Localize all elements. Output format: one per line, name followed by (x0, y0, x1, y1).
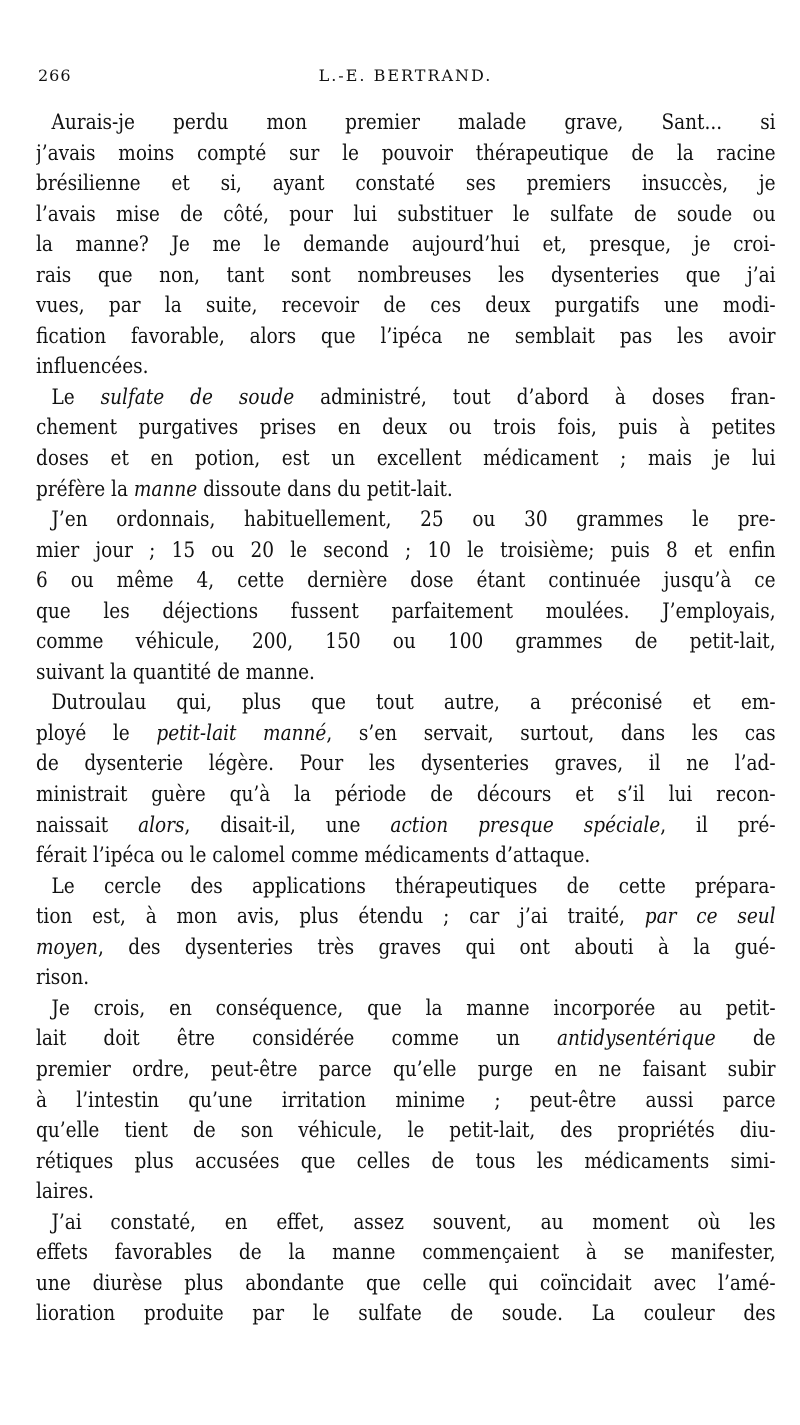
text-line (36, 719, 776, 750)
text-segment: ministrait guère qu’à la période de décours et s’il lui recon- (36, 782, 776, 808)
italic-text: action presque spéciale (390, 812, 661, 838)
text-line (36, 475, 776, 506)
body-text (36, 108, 776, 1330)
italic-text: sulfate de soude (100, 384, 295, 410)
text-segment: effets favorables de la manne commençaient à se manifester, (36, 1240, 776, 1266)
text-segment: rison. (36, 965, 90, 991)
text-segment: la manne? Je me le demande aujourd’hui et, presque, je croi- (36, 232, 776, 258)
text-line (36, 994, 776, 1025)
text-segment: fication favorable, alors que l’ipéca ne semblait pas les avoir (36, 323, 776, 349)
text-line (36, 749, 776, 780)
text-segment: à l’intestin qu’une irritation minime ; peut-être aussi parce (36, 1087, 776, 1113)
text-line (36, 872, 776, 903)
text-segment: 6 ou même 4, cette dernière dose étant continuée jusqu’à ce (36, 568, 776, 594)
text-segment: une diurèse plus abondante que celle qui coïncidait avec l’amé- (36, 1270, 776, 1296)
text-segment: que les déjections fussent parfaitement moulées. J’employais, (36, 598, 776, 624)
text-segment: , des dysenteries très graves qui ont abouti à la gué- (97, 934, 776, 960)
page-header (38, 58, 773, 94)
text-line (36, 1238, 776, 1269)
text-segment: , s’en servait, surtout, dans les cas (326, 720, 776, 746)
text-segment: brésilienne et si, ayant constaté ses premiers insuccès, je (36, 171, 776, 197)
text-segment: Le (51, 384, 101, 410)
text-segment: l’avais mise de côté, pour lui substituer le sulfate de soude ou (36, 201, 776, 227)
text-segment: premier ordre, peut-être parce qu’elle purge en ne faisant subir (36, 1056, 776, 1082)
italic-text: moyen (36, 934, 98, 960)
text-line (36, 1055, 776, 1086)
text-segment: doses et en potion, est un excellent médicament ; mais je lui (36, 446, 776, 472)
text-line (36, 200, 776, 231)
text-segment: laires. (36, 1179, 95, 1205)
text-line (36, 627, 776, 658)
text-line (36, 963, 776, 994)
text-line (36, 933, 776, 964)
text-segment: lioration produite par le sulfate de soude. La couleur des (36, 1301, 776, 1327)
text-segment: de dysenterie légère. Pour les dysenteries graves, il ne l’ad- (36, 751, 776, 777)
text-line (36, 811, 776, 842)
text-line (36, 1086, 776, 1117)
text-line (36, 169, 776, 200)
text-segment: tion est, à mon avis, plus étendu ; car j’ai traité, (36, 904, 645, 930)
text-line (36, 1299, 776, 1330)
text-line (36, 841, 776, 872)
text-line (36, 108, 776, 139)
text-segment: Je crois, en conséquence, que la manne incorporée au petit- (51, 995, 776, 1021)
text-line (36, 322, 776, 353)
text-segment: Le cercle des applications thérapeutiques de cette prépara- (51, 873, 776, 899)
text-segment: rais que non, tant sont nombreuses les dysenteries que j’ai (36, 262, 776, 288)
text-line (36, 1116, 776, 1147)
text-line (36, 383, 776, 414)
text-segment: de (715, 1026, 776, 1052)
text-line (36, 536, 776, 567)
italic-text: petit-lait manné (156, 720, 327, 746)
text-line (36, 139, 776, 170)
text-segment: mier jour ; 15 ou 20 le second ; 10 le troisième; puis 8 et enfin (36, 537, 776, 563)
text-segment: j’avais moins compté sur le pouvoir thérapeutique de la racine (36, 140, 776, 166)
text-line (36, 413, 776, 444)
text-line (36, 352, 776, 383)
text-line (36, 566, 776, 597)
italic-text: alors (138, 812, 185, 838)
text-segment: administré, tout d’abord à doses fran- (294, 384, 776, 410)
text-line (36, 1269, 776, 1300)
italic-text: antidysentérique (556, 1026, 716, 1052)
text-line (36, 658, 776, 689)
text-line (36, 688, 776, 719)
text-line (36, 1147, 776, 1178)
text-line (36, 1208, 776, 1239)
text-segment: lait doit être considérée comme un (36, 1026, 557, 1052)
text-segment: vues, par la suite, recevoir de ces deux purgatifs une modi- (36, 293, 776, 319)
running-head: L.-E. BERTRAND. (318, 66, 493, 85)
text-segment: J’ai constaté, en effet, assez souvent, au moment où les (51, 1209, 776, 1235)
text-segment: , disait-il, une (184, 812, 391, 838)
text-line (36, 261, 776, 292)
italic-text: par ce seul (644, 904, 776, 930)
text-segment: Aurais-je perdu mon premier malade grave, Sant... si (51, 110, 776, 135)
text-segment: comme véhicule, 200, 150 ou 100 grammes de petit-lait, (36, 629, 776, 655)
text-line (36, 597, 776, 628)
text-line (36, 780, 776, 811)
text-segment: Dutroulau qui, plus que tout autre, a préconisé et em- (51, 690, 776, 716)
text-segment: J’en ordonnais, habituellement, 25 ou 30 grammes le pre- (51, 507, 776, 533)
text-segment: qu’elle tient de son véhicule, le petit-lait, des propriétés diu- (36, 1118, 776, 1144)
text-segment: ployé le (36, 720, 157, 746)
text-segment: naissait (36, 812, 139, 838)
text-line (36, 1177, 776, 1208)
text-line (36, 291, 776, 322)
text-segment: , il pré- (660, 812, 776, 838)
text-segment: chement purgatives prises en deux ou trois fois, puis à petites (36, 415, 776, 441)
text-segment: suivant la quantité de manne. (36, 659, 315, 685)
text-segment: rétiques plus accusées que celles de tous les médicaments simi- (36, 1148, 776, 1174)
text-line (36, 505, 776, 536)
text-line (36, 230, 776, 261)
text-segment: préfère la (36, 476, 134, 502)
text-line (36, 444, 776, 475)
text-segment: dissoute dans du petit-lait. (197, 476, 453, 502)
text-segment: influencées. (36, 354, 149, 380)
italic-text: manne (133, 476, 198, 502)
text-line (36, 902, 776, 933)
text-line (36, 1024, 776, 1055)
page-number: 266 (38, 66, 72, 85)
text-segment: férait l’ipéca ou le calomel comme médicaments d’attaque. (36, 843, 591, 869)
